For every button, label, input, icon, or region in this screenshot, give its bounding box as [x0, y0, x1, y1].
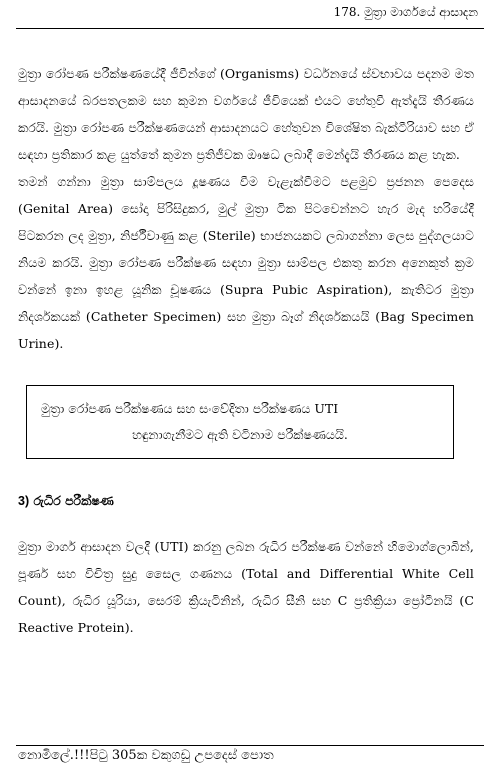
page-content — [18, 60, 474, 641]
page-header — [334, 4, 478, 20]
paragraph-culture-test: මුත්‍රා රෝපණ පරීක්ෂණයේදී ජීවීන්ගේ (Organisms) වර්ධනයේ ස්වභාවය පදනම මත ආසාදනයේ බරපතලකම සහ කුමන වර්ගයේ ජීවියෙක් එයට හේතුවී ඇත්දැයි තීරණය කරයි. මුත්‍රා රෝපණ පරීක්ෂණයෙන් ආසාදනයට හේතුවන විශේෂිත බැක්ටීරියාව සහ ඒ සඳහා ප්‍රතිකාර කළ යුත්තේ කුමන ප්‍රතිජීවක ඖෂධ ලබාදී මෙන්දැයි තීරණය කළ හැක. — [18, 66, 474, 162]
highlight-note-box — [26, 385, 454, 459]
page-header-title: 178. මුත්‍රා මාර්ගයේ ආසාදන — [333, 5, 478, 19]
note-line-2: හඳුනාගැනීමට ඇති වටිනාම පරීක්ෂණයයි. — [132, 427, 348, 442]
section-number: 3) — [18, 494, 30, 508]
note-line-1: මුත්‍රා රෝපණ පරීක්ෂණය සහ සංවේදිතා පරීක්ෂණය UTI — [41, 401, 339, 416]
header-divider — [16, 28, 484, 29]
paragraph-sample-collection: තමන් ගන්නා මුත්‍රා සාම්පලය දූෂණය වීම වැළැක්වීමට පළමුව ප්‍රජනන පෙදෙස (Genital Area) සෝදා පිරිසිදුකර, මුල් මුත්‍රා ටික පිටවෙන්නට හැර මැද හරියේදී පිටකරන ලද මුත්‍රා, නිර්ජීවාණු කළ (Sterile) භාජනයකට ලබාගන්නා ලෙස පුද්ගලයාට නියම කරයි. මුත්‍රා රෝපණ පරීක්ෂණ සඳහා මුත්‍රා සාම්පල එකතු කරන අනෙකුත් ක්‍රම වන්නේ ඉනා ඉහළ යූනික චූෂණය (Supra Pubic Aspiration), කැතිටර මුත්‍රා නිදර්ශකයක් (Catheter Specimen) සහ මුත්‍රා බෑග් නිදර්ශකයයි (Bag Specimen Urine). — [18, 174, 474, 351]
page-footer — [18, 746, 274, 766]
section-title: රුධිර පරීක්ෂණ — [33, 493, 114, 508]
footer-book-title: නොමිලේ.!!!පිටු 305ක වකුගඩු උපදෙස් පොත — [18, 748, 274, 763]
section-heading — [18, 491, 474, 511]
paragraph-blood-tests: මුත්‍රා මාර්ග ආසාදන වලදී (UTI) කරනු ලබන රුධිර පරීක්ෂණ වන්නේ හිමොග්ලොබින්, පූර්ණ සහ විචිත්‍ර සුදු සෛල ගණනය (Total and Differential White Cell Count), රුධිර යූරියා, සෙරම් ක්‍රියැටිනින්, රුධිර සීනි සහ C ප්‍රතික්‍රියා ප්‍රෝටීනයි (C Reactive Protein). — [18, 539, 474, 635]
